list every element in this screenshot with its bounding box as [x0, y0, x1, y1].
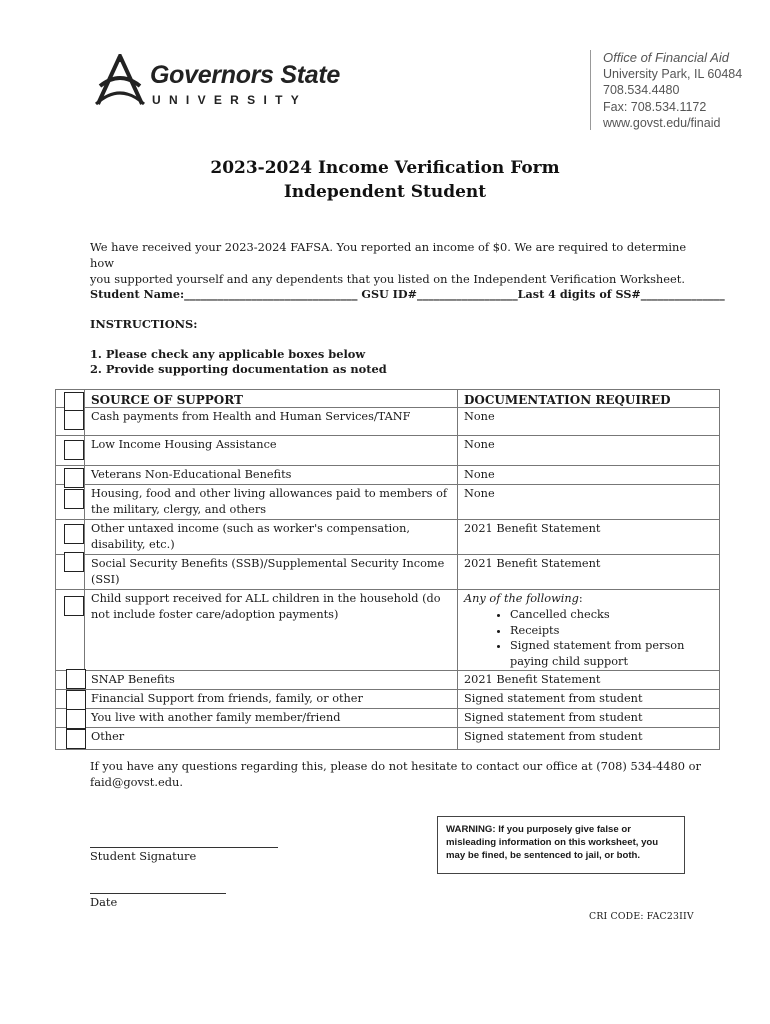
office-divider	[590, 50, 591, 130]
table-row	[56, 520, 720, 555]
table-row	[56, 709, 720, 728]
instructions-step-1: 1. Please check any applicable boxes below	[90, 347, 366, 361]
office-name: Office of Financial Aid	[603, 50, 729, 65]
source-cell: Other untaxed income (such as worker's compensation, disability, etc.)	[85, 520, 458, 555]
source-cell: Social Security Benefits (SSB)/Supplemental Security Income (SSI)	[85, 555, 458, 590]
signature-label: Student Signature	[90, 849, 197, 863]
table-row	[56, 555, 720, 590]
table-header-row	[56, 390, 720, 408]
table-row	[56, 690, 720, 709]
checkbox-cell	[56, 466, 85, 485]
checkbox-cell	[56, 728, 85, 750]
source-cell: Cash payments from Health and Human Services/TANF	[85, 408, 458, 436]
checkbox-social-security[interactable]	[64, 552, 84, 572]
logo-name: Governors State	[150, 61, 341, 89]
doc-intro-italic: Any of the following	[464, 592, 579, 605]
checkbox-tanf[interactable]	[64, 410, 84, 430]
doc-cell: None	[458, 408, 720, 436]
intro-line-1: We have received your 2023-2024 FAFSA. You reported an income of $0. We are required to determine how	[90, 240, 687, 270]
checkbox-financial-support[interactable]	[66, 690, 86, 710]
checkbox-cell	[56, 690, 85, 709]
checkbox-cell	[56, 671, 85, 690]
checkbox-cell	[56, 709, 85, 728]
list-item: • Receipts	[510, 623, 713, 639]
checkbox-cell	[56, 555, 85, 590]
source-cell: You live with another family member/friend	[85, 709, 458, 728]
source-cell: Veterans Non-Educational Benefits	[85, 466, 458, 485]
office-fax: Fax: 708.534.1172	[603, 99, 707, 114]
form-subtitle: Independent Student	[283, 182, 487, 202]
student-name-field[interactable]: Student Name:_______________________________	[90, 287, 358, 301]
doc-intro	[464, 591, 713, 607]
cri-code: CRI CODE: FAC23IIV	[589, 911, 694, 922]
doc-list	[464, 607, 713, 669]
source-cell: Financial Support from friends, family, or other	[85, 690, 458, 709]
table-row	[56, 408, 720, 436]
checkbox-live-with-family[interactable]	[66, 709, 86, 729]
source-cell: Low Income Housing Assistance	[85, 436, 458, 466]
logo-subtitle: UNIVERSITY	[152, 93, 308, 107]
header-documentation: DOCUMENTATION REQUIRED	[458, 390, 720, 408]
doc-cell: 2021 Benefit Statement	[458, 671, 720, 690]
checkbox-living-allowances[interactable]	[64, 489, 84, 509]
doc-cell: None	[458, 485, 720, 520]
table-row	[56, 436, 720, 466]
table-row	[56, 671, 720, 690]
checkbox-cell	[56, 520, 85, 555]
doc-intro-colon: :	[578, 592, 583, 605]
checkbox-untaxed-income[interactable]	[64, 524, 84, 544]
instructions-heading: INSTRUCTIONS:	[90, 317, 198, 331]
doc-cell: Signed statement from student	[458, 709, 720, 728]
office-website[interactable]: www.govst.edu/finaid	[603, 115, 721, 130]
list-item: • Signed statement from person paying child support	[510, 638, 713, 669]
header-source: SOURCE OF SUPPORT	[85, 390, 458, 408]
form-title: 2023-2024 Income Verification Form	[210, 158, 560, 178]
intro-line-2: you supported yourself and any dependents that you listed on the Independent Verification Worksheet.	[90, 272, 685, 286]
contact-paragraph	[90, 758, 710, 790]
source-cell: Housing, food and other living allowances paid to members of the military, clergy, and others	[85, 485, 458, 520]
table-row	[56, 466, 720, 485]
contact-line-2: faid@govst.edu.	[90, 775, 183, 789]
instructions-step-2: 2. Provide supporting documentation as noted	[90, 362, 387, 376]
checkbox-other[interactable]	[66, 729, 86, 749]
date-line[interactable]	[90, 893, 226, 894]
doc-cell: None	[458, 466, 720, 485]
checkbox-cell	[56, 436, 85, 466]
doc-cell: Signed statement from student	[458, 728, 720, 750]
support-sources-table	[55, 389, 720, 750]
checkbox-cell	[56, 590, 85, 671]
ssn-field[interactable]: Last 4 digits of SS#_______________	[517, 287, 725, 301]
student-info-fields	[90, 286, 725, 302]
checkbox-cell	[56, 408, 85, 436]
checkbox-snap[interactable]	[66, 669, 86, 689]
table-row	[56, 590, 720, 671]
intro-paragraph	[90, 239, 710, 287]
source-cell: SNAP Benefits	[85, 671, 458, 690]
checkbox-child-support[interactable]	[64, 596, 84, 616]
doc-cell: None	[458, 436, 720, 466]
office-address-block	[603, 50, 742, 131]
contact-line-1: If you have any questions regarding this, please do not hesitate to contact our office at (708) 534-4480 or	[90, 759, 701, 773]
signature-line[interactable]	[90, 847, 278, 848]
gsu-id-field[interactable]: GSU ID#__________________	[361, 287, 518, 301]
checkbox-cell	[56, 390, 85, 408]
office-address: University Park, IL 60484	[603, 67, 743, 82]
office-phone: 708.534.4480	[603, 83, 680, 98]
table-row	[56, 485, 720, 520]
doc-cell: 2021 Benefit Statement	[458, 520, 720, 555]
table-row	[56, 728, 720, 750]
checkbox-housing-assistance[interactable]	[64, 440, 84, 460]
warning-box: WARNING: If you purposely give false or misleading information on this worksheet, you may be fined, be sentenced to jail, or both.	[437, 816, 685, 874]
source-cell: Child support received for ALL children in the household (do not include foster care/adoption payments)	[85, 590, 458, 671]
date-label: Date	[90, 895, 118, 909]
doc-cell	[458, 590, 720, 671]
list-item: • Cancelled checks	[510, 607, 713, 623]
doc-cell: 2021 Benefit Statement	[458, 555, 720, 590]
checkbox-cell	[56, 485, 85, 520]
source-cell: Other	[85, 728, 458, 750]
doc-cell: Signed statement from student	[458, 690, 720, 709]
